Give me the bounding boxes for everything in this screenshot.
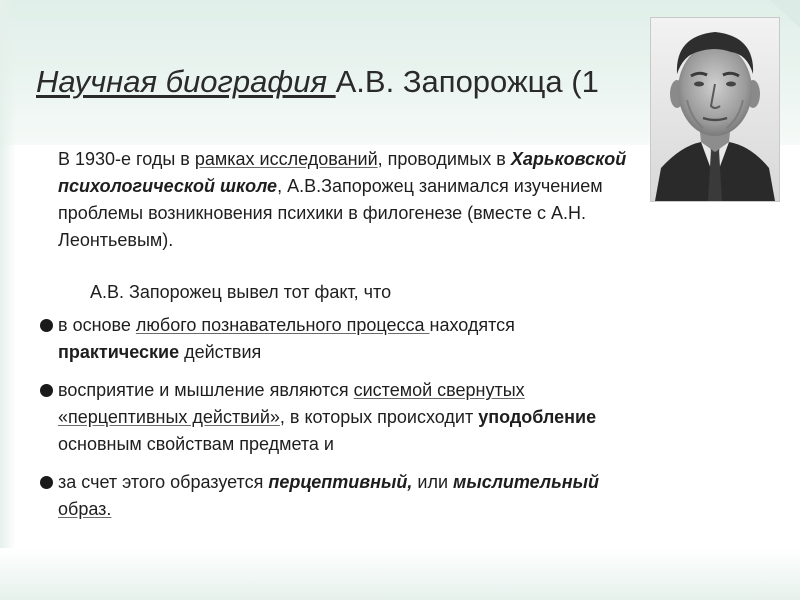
bullets-intro: А.В. Запорожец вывел тот факт, что	[90, 282, 392, 302]
link-cognitive-process[interactable]: любого познавательного процесса	[135, 315, 430, 335]
bullet-icon	[40, 384, 53, 397]
b3-perceptive: перцептивный,	[268, 472, 413, 492]
b2-bold: уподобление	[478, 407, 597, 427]
left-edge-shading	[0, 0, 16, 600]
footer-background	[0, 548, 800, 600]
para-text-1: В 1930-е годы в	[58, 149, 195, 169]
school-name: Харьковской психологической школе	[58, 149, 627, 196]
b1-mid: находятся	[429, 315, 515, 335]
intro-paragraph	[58, 146, 658, 254]
slide-title	[36, 62, 648, 102]
b2-post: основным свойствам предмета и	[58, 434, 334, 454]
link-image[interactable]: образ.	[58, 499, 112, 519]
b3-pre: за счет этого образуется	[58, 472, 269, 492]
para-text-3: , А.В.Запорожец занимался изучением проблемы возникновения психики в филогенезе (вместе с А.Н. Леонтьевым).	[58, 176, 603, 250]
b2-pre: восприятие и мышление являются	[58, 380, 354, 400]
bullet-item-2	[40, 377, 640, 458]
portrait-photo	[650, 17, 780, 202]
bullet-icon	[40, 476, 53, 489]
title-link[interactable]: Научная биография	[36, 64, 336, 99]
b1-bold: практические	[58, 342, 180, 362]
b3-mental: мыслительный	[453, 472, 600, 492]
portrait-photo-icon	[651, 18, 779, 201]
b2-mid: , в которых происходит	[279, 407, 479, 427]
link-research[interactable]: рамках исследований	[194, 149, 378, 169]
bullet-text-2	[58, 377, 640, 458]
bullet-text-3	[58, 469, 640, 523]
b1-post: действия	[179, 342, 262, 362]
b1-pre: в основе	[58, 315, 136, 335]
title-text: А.В. Запорожца (1	[335, 64, 599, 99]
link-perceptive-actions[interactable]: системой свернутых «перцептивных действий»	[58, 380, 525, 427]
b3-mid: или	[412, 472, 454, 492]
bullet-icon	[40, 319, 53, 332]
para-text-2: , проводимых в	[377, 149, 511, 169]
bullet-item-1	[40, 312, 640, 366]
bullet-text-1	[58, 312, 640, 366]
bullet-item-3	[40, 469, 640, 523]
